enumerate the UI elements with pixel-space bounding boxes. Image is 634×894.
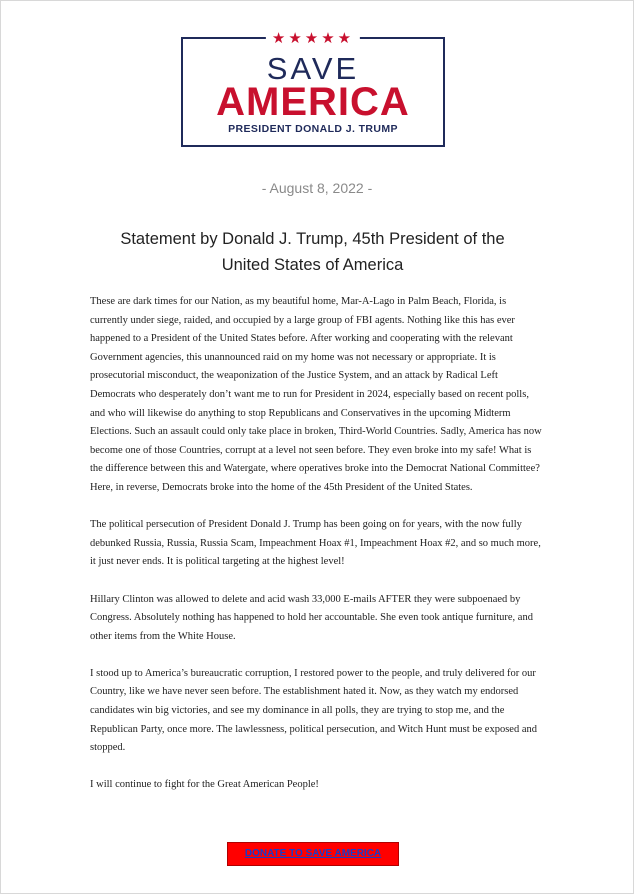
body-paragraph: The political persecution of President Donald J. Trump has been going on for years, with the now fully debunked Russia, Russia, Russia Scam, Impeachment Hoax #1, Impeachment Hoax #2, and so much more, it just never ends. It is political targeting at the highest level! [90, 519, 541, 568]
save-america-logo [181, 29, 445, 147]
logo-subtitle: PRESIDENT DONALD J. TRUMP [228, 123, 398, 135]
logo-save-text: SAVE [266, 51, 360, 86]
statement-body [90, 293, 546, 814]
body-paragraph: Hillary Clinton was allowed to delete and acid wash 33,000 E-mails AFTER they were subpoenaed by Congress. Absolutely nothing has happened to hold her accountable. She even took antique furniture, and other items from the White House. [90, 593, 533, 642]
statement-headline: Statement by Donald J. Trump, 45th President of the United States of America [120, 230, 505, 274]
stars-icon: ★★★★★ [266, 29, 360, 47]
statement-date: - August 8, 2022 - [261, 180, 373, 196]
body-paragraph: I will continue to fight for the Great American People! [90, 779, 319, 791]
donate-button[interactable]: DONATE TO SAVE AMERICA [227, 842, 399, 866]
body-paragraph: These are dark times for our Nation, as my beautiful home, Mar-A-Lago in Palm Beach, Florida, is currently under siege, raided, and occupied by a large group of FBI agents. Nothing like this has ever happened to a President of the United States before. After working and cooperating with the relevant Government agencies, this unannounced raid on my home was not necessary or appropriate. It is prosecutorial misconduct, the weaponization of the Justice System, and an attack by Radical Left Democrats who desperately don’t want me to run for President in 2024, especially based on recent polls, and who will likewise do anything to stop Republicans and Conservatives in the upcoming Midterm Elections. Such an assault could only take place in broken, Third-World Countries. Sadly, America has now become one of those Countries, corrupt at a level not seen before. They even broke into my safe! What is the difference between this and Watergate, where operatives broke into the Democrat National Committee? Here, in reverse, Democrats broke into the home of the 45th President of the United States. [90, 296, 542, 493]
body-paragraph: I stood up to America’s bureaucratic corruption, I restored power to the people, and truly delivered for our Country, like we have never seen before. The establishment hated it. Now, as they watch my endorsed candidates win big victories, and see my dominance in all polls, they are trying to stop me, and the Republican Party, once more. The lawlessness, political persecution, and Witch Hunt must be exposed and stopped. [90, 667, 537, 754]
logo-america-text: AMERICA [216, 80, 410, 124]
